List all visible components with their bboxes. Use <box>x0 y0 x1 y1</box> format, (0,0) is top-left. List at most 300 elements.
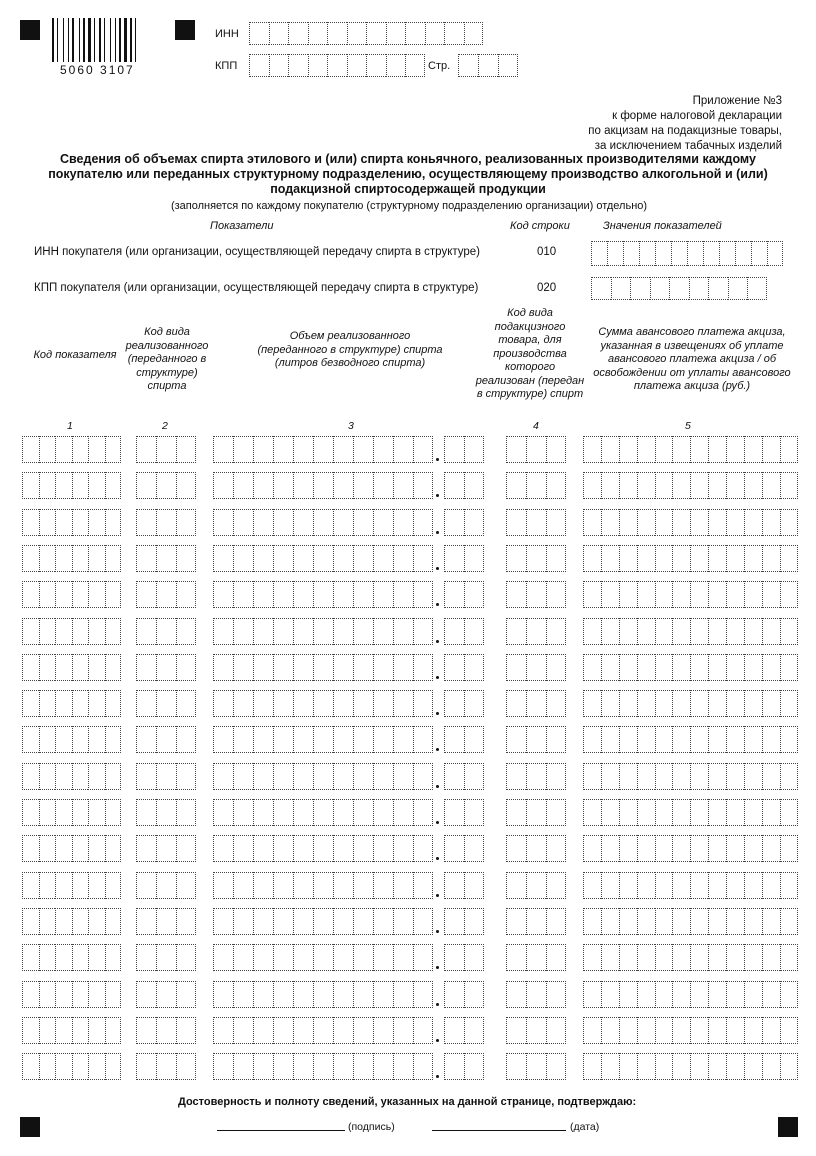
goods-type-code-cell[interactable] <box>546 763 566 790</box>
spirit-type-code-cell[interactable] <box>176 618 196 645</box>
volume-integer-cell[interactable] <box>273 618 293 645</box>
goods-type-code-cell[interactable] <box>506 545 526 572</box>
goods-type-code-cell[interactable] <box>526 799 546 826</box>
goods-type-code-cell[interactable] <box>546 944 566 971</box>
indicator-code-field[interactable] <box>22 872 121 899</box>
advance-payment-cell[interactable] <box>672 618 690 645</box>
advance-payment-cell[interactable] <box>690 944 708 971</box>
volume-decimal-cell[interactable] <box>464 835 484 862</box>
indicator-code-cell[interactable] <box>55 726 72 753</box>
volume-integer-cell[interactable] <box>393 944 413 971</box>
volume-integer-cell[interactable] <box>413 545 433 572</box>
volume-integer-cell[interactable] <box>393 509 413 536</box>
volume-integer-cell[interactable] <box>373 872 393 899</box>
advance-payment-cell[interactable] <box>708 908 726 935</box>
inn-cell[interactable] <box>444 22 464 45</box>
spirit-type-code-field[interactable] <box>136 509 196 536</box>
volume-decimal-cell[interactable] <box>444 726 464 753</box>
volume-decimal-field[interactable] <box>444 944 484 971</box>
goods-type-code-cell[interactable] <box>546 690 566 717</box>
volume-integer-field[interactable] <box>213 545 433 572</box>
volume-integer-cell[interactable] <box>233 509 253 536</box>
indicator-code-field[interactable] <box>22 618 121 645</box>
volume-decimal-cell[interactable] <box>464 654 484 681</box>
volume-integer-cell[interactable] <box>373 908 393 935</box>
volume-integer-cell[interactable] <box>293 944 313 971</box>
advance-payment-cell[interactable] <box>619 835 637 862</box>
advance-payment-cell[interactable] <box>601 1017 619 1044</box>
advance-payment-cell[interactable] <box>601 981 619 1008</box>
spirit-type-code-cell[interactable] <box>136 835 156 862</box>
volume-integer-field[interactable] <box>213 981 433 1008</box>
volume-integer-cell[interactable] <box>393 690 413 717</box>
spirit-type-code-cell[interactable] <box>176 908 196 935</box>
advance-payment-cell[interactable] <box>637 981 655 1008</box>
volume-integer-field[interactable] <box>213 799 433 826</box>
volume-integer-cell[interactable] <box>313 618 333 645</box>
advance-payment-cell[interactable] <box>726 581 744 608</box>
volume-integer-cell[interactable] <box>393 581 413 608</box>
advance-payment-field[interactable] <box>583 545 798 572</box>
goods-type-code-field[interactable] <box>506 799 566 826</box>
volume-integer-cell[interactable] <box>213 545 233 572</box>
indicator-code-cell[interactable] <box>72 654 89 681</box>
volume-decimal-cell[interactable] <box>464 581 484 608</box>
volume-integer-cell[interactable] <box>373 690 393 717</box>
volume-integer-cell[interactable] <box>333 799 353 826</box>
spirit-type-code-cell[interactable] <box>156 908 176 935</box>
volume-integer-cell[interactable] <box>293 872 313 899</box>
advance-payment-cell[interactable] <box>583 799 601 826</box>
advance-payment-cell[interactable] <box>637 726 655 753</box>
advance-payment-cell[interactable] <box>601 726 619 753</box>
volume-integer-cell[interactable] <box>313 654 333 681</box>
volume-decimal-cell[interactable] <box>464 545 484 572</box>
advance-payment-cell[interactable] <box>637 545 655 572</box>
volume-integer-cell[interactable] <box>253 1017 273 1044</box>
volume-integer-cell[interactable] <box>413 981 433 1008</box>
spirit-type-code-cell[interactable] <box>176 944 196 971</box>
volume-decimal-field[interactable] <box>444 835 484 862</box>
advance-payment-cell[interactable] <box>780 436 798 463</box>
advance-payment-cell[interactable] <box>583 581 601 608</box>
volume-integer-cell[interactable] <box>293 581 313 608</box>
advance-payment-field[interactable] <box>583 472 798 499</box>
indicator-code-cell[interactable] <box>88 726 105 753</box>
advance-payment-cell[interactable] <box>672 654 690 681</box>
advance-payment-cell[interactable] <box>762 835 780 862</box>
spirit-type-code-cell[interactable] <box>156 509 176 536</box>
goods-type-code-cell[interactable] <box>546 799 566 826</box>
spirit-type-code-cell[interactable] <box>156 835 176 862</box>
advance-payment-cell[interactable] <box>583 981 601 1008</box>
advance-payment-cell[interactable] <box>744 944 762 971</box>
indicator-code-field[interactable] <box>22 1053 121 1080</box>
spirit-type-code-field[interactable] <box>136 835 196 862</box>
indicator-code-cell[interactable] <box>39 944 56 971</box>
volume-integer-cell[interactable] <box>353 436 373 463</box>
advance-payment-cell[interactable] <box>762 545 780 572</box>
volume-integer-cell[interactable] <box>233 726 253 753</box>
volume-decimal-cell[interactable] <box>444 944 464 971</box>
volume-integer-cell[interactable] <box>213 835 233 862</box>
buyer-kpp-cell[interactable] <box>689 277 709 300</box>
volume-integer-cell[interactable] <box>413 618 433 645</box>
advance-payment-field[interactable] <box>583 799 798 826</box>
indicator-code-cell[interactable] <box>39 618 56 645</box>
indicator-code-cell[interactable] <box>22 1017 39 1044</box>
advance-payment-cell[interactable] <box>726 944 744 971</box>
indicator-code-cell[interactable] <box>88 981 105 1008</box>
advance-payment-cell[interactable] <box>619 944 637 971</box>
spirit-type-code-field[interactable] <box>136 981 196 1008</box>
indicator-code-cell[interactable] <box>22 872 39 899</box>
volume-integer-cell[interactable] <box>293 835 313 862</box>
indicator-code-cell[interactable] <box>105 944 122 971</box>
advance-payment-cell[interactable] <box>601 944 619 971</box>
volume-integer-cell[interactable] <box>213 799 233 826</box>
volume-integer-cell[interactable] <box>393 726 413 753</box>
goods-type-code-field[interactable] <box>506 545 566 572</box>
volume-decimal-cell[interactable] <box>444 654 464 681</box>
advance-payment-cell[interactable] <box>708 944 726 971</box>
advance-payment-cell[interactable] <box>601 872 619 899</box>
volume-integer-cell[interactable] <box>233 472 253 499</box>
spirit-type-code-cell[interactable] <box>156 472 176 499</box>
advance-payment-cell[interactable] <box>655 981 673 1008</box>
volume-integer-field[interactable] <box>213 1053 433 1080</box>
advance-payment-cell[interactable] <box>690 799 708 826</box>
goods-type-code-cell[interactable] <box>526 835 546 862</box>
goods-type-code-field[interactable] <box>506 835 566 862</box>
volume-integer-cell[interactable] <box>313 981 333 1008</box>
advance-payment-cell[interactable] <box>601 472 619 499</box>
volume-integer-cell[interactable] <box>393 763 413 790</box>
volume-integer-cell[interactable] <box>293 763 313 790</box>
volume-integer-field[interactable] <box>213 472 433 499</box>
goods-type-code-cell[interactable] <box>506 726 526 753</box>
indicator-code-cell[interactable] <box>72 509 89 536</box>
volume-integer-cell[interactable] <box>233 872 253 899</box>
volume-integer-cell[interactable] <box>393 1017 413 1044</box>
indicator-code-cell[interactable] <box>22 763 39 790</box>
volume-integer-cell[interactable] <box>373 509 393 536</box>
indicator-code-cell[interactable] <box>22 1053 39 1080</box>
advance-payment-field[interactable] <box>583 618 798 645</box>
indicator-code-cell[interactable] <box>55 472 72 499</box>
buyer-kpp-cell[interactable] <box>630 277 650 300</box>
indicator-code-cell[interactable] <box>55 944 72 971</box>
volume-integer-cell[interactable] <box>253 1053 273 1080</box>
indicator-code-cell[interactable] <box>55 581 72 608</box>
advance-payment-cell[interactable] <box>583 726 601 753</box>
advance-payment-cell[interactable] <box>583 509 601 536</box>
volume-integer-cell[interactable] <box>253 835 273 862</box>
indicator-code-cell[interactable] <box>39 835 56 862</box>
buyer-kpp-field[interactable] <box>591 277 767 300</box>
advance-payment-cell[interactable] <box>690 835 708 862</box>
indicator-code-cell[interactable] <box>72 545 89 572</box>
advance-payment-cell[interactable] <box>690 690 708 717</box>
volume-integer-cell[interactable] <box>333 872 353 899</box>
advance-payment-cell[interactable] <box>637 799 655 826</box>
advance-payment-cell[interactable] <box>655 509 673 536</box>
goods-type-code-cell[interactable] <box>506 763 526 790</box>
volume-integer-cell[interactable] <box>413 872 433 899</box>
indicator-code-cell[interactable] <box>72 581 89 608</box>
advance-payment-field[interactable] <box>583 436 798 463</box>
goods-type-code-field[interactable] <box>506 690 566 717</box>
spirit-type-code-cell[interactable] <box>156 981 176 1008</box>
volume-integer-cell[interactable] <box>353 726 373 753</box>
indicator-code-cell[interactable] <box>72 908 89 935</box>
volume-integer-cell[interactable] <box>333 908 353 935</box>
goods-type-code-field[interactable] <box>506 872 566 899</box>
advance-payment-cell[interactable] <box>637 690 655 717</box>
volume-integer-cell[interactable] <box>353 690 373 717</box>
advance-payment-cell[interactable] <box>601 799 619 826</box>
spirit-type-code-cell[interactable] <box>136 690 156 717</box>
indicator-code-cell[interactable] <box>72 618 89 645</box>
advance-payment-cell[interactable] <box>744 472 762 499</box>
volume-integer-cell[interactable] <box>293 654 313 681</box>
volume-integer-cell[interactable] <box>413 726 433 753</box>
volume-decimal-cell[interactable] <box>444 581 464 608</box>
volume-integer-cell[interactable] <box>233 436 253 463</box>
advance-payment-cell[interactable] <box>726 654 744 681</box>
volume-integer-cell[interactable] <box>273 1053 293 1080</box>
goods-type-code-cell[interactable] <box>526 654 546 681</box>
goods-type-code-field[interactable] <box>506 581 566 608</box>
volume-integer-field[interactable] <box>213 726 433 753</box>
volume-integer-cell[interactable] <box>293 690 313 717</box>
spirit-type-code-field[interactable] <box>136 763 196 790</box>
spirit-type-code-cell[interactable] <box>176 436 196 463</box>
volume-integer-cell[interactable] <box>313 436 333 463</box>
goods-type-code-cell[interactable] <box>526 908 546 935</box>
advance-payment-field[interactable] <box>583 654 798 681</box>
goods-type-code-cell[interactable] <box>546 436 566 463</box>
advance-payment-field[interactable] <box>583 835 798 862</box>
volume-integer-cell[interactable] <box>373 1053 393 1080</box>
volume-integer-cell[interactable] <box>213 1053 233 1080</box>
advance-payment-cell[interactable] <box>672 799 690 826</box>
advance-payment-cell[interactable] <box>690 908 708 935</box>
volume-integer-cell[interactable] <box>253 872 273 899</box>
volume-integer-cell[interactable] <box>373 981 393 1008</box>
volume-decimal-field[interactable] <box>444 872 484 899</box>
indicator-code-cell[interactable] <box>105 981 122 1008</box>
volume-integer-cell[interactable] <box>273 763 293 790</box>
volume-integer-cell[interactable] <box>273 1017 293 1044</box>
advance-payment-cell[interactable] <box>672 763 690 790</box>
advance-payment-cell[interactable] <box>672 944 690 971</box>
goods-type-code-cell[interactable] <box>526 1053 546 1080</box>
indicator-code-cell[interactable] <box>105 835 122 862</box>
volume-integer-cell[interactable] <box>233 690 253 717</box>
advance-payment-cell[interactable] <box>762 690 780 717</box>
advance-payment-cell[interactable] <box>780 654 798 681</box>
indicator-code-cell[interactable] <box>105 618 122 645</box>
kpp-cell[interactable] <box>405 54 425 77</box>
goods-type-code-cell[interactable] <box>546 581 566 608</box>
indicator-code-cell[interactable] <box>22 436 39 463</box>
advance-payment-cell[interactable] <box>726 618 744 645</box>
advance-payment-cell[interactable] <box>744 1053 762 1080</box>
spirit-type-code-cell[interactable] <box>156 654 176 681</box>
volume-integer-cell[interactable] <box>393 872 413 899</box>
goods-type-code-cell[interactable] <box>546 981 566 1008</box>
advance-payment-cell[interactable] <box>690 472 708 499</box>
volume-integer-cell[interactable] <box>213 1017 233 1044</box>
volume-decimal-cell[interactable] <box>464 908 484 935</box>
goods-type-code-cell[interactable] <box>506 872 526 899</box>
volume-integer-cell[interactable] <box>373 581 393 608</box>
advance-payment-cell[interactable] <box>690 872 708 899</box>
advance-payment-cell[interactable] <box>672 581 690 608</box>
kpp-cell[interactable] <box>327 54 347 77</box>
advance-payment-cell[interactable] <box>601 654 619 681</box>
volume-decimal-field[interactable] <box>444 799 484 826</box>
goods-type-code-cell[interactable] <box>506 1053 526 1080</box>
spirit-type-code-field[interactable] <box>136 944 196 971</box>
indicator-code-cell[interactable] <box>22 581 39 608</box>
spirit-type-code-cell[interactable] <box>156 545 176 572</box>
volume-decimal-field[interactable] <box>444 981 484 1008</box>
advance-payment-cell[interactable] <box>637 472 655 499</box>
volume-integer-cell[interactable] <box>233 799 253 826</box>
volume-decimal-cell[interactable] <box>444 618 464 645</box>
buyer-inn-cell[interactable] <box>719 241 735 266</box>
indicator-code-cell[interactable] <box>72 872 89 899</box>
kpp-cell[interactable] <box>269 54 289 77</box>
page-number-field[interactable] <box>458 54 518 77</box>
goods-type-code-cell[interactable] <box>526 618 546 645</box>
volume-integer-cell[interactable] <box>273 872 293 899</box>
advance-payment-cell[interactable] <box>672 545 690 572</box>
indicator-code-cell[interactable] <box>55 763 72 790</box>
volume-integer-cell[interactable] <box>393 545 413 572</box>
volume-integer-cell[interactable] <box>213 618 233 645</box>
volume-decimal-cell[interactable] <box>444 799 464 826</box>
advance-payment-cell[interactable] <box>726 1053 744 1080</box>
goods-type-code-cell[interactable] <box>526 944 546 971</box>
signature-line[interactable] <box>217 1129 345 1131</box>
advance-payment-field[interactable] <box>583 981 798 1008</box>
indicator-code-cell[interactable] <box>55 509 72 536</box>
advance-payment-cell[interactable] <box>619 581 637 608</box>
goods-type-code-cell[interactable] <box>526 1017 546 1044</box>
indicator-code-cell[interactable] <box>22 944 39 971</box>
volume-integer-cell[interactable] <box>413 654 433 681</box>
volume-integer-cell[interactable] <box>333 763 353 790</box>
volume-integer-cell[interactable] <box>333 581 353 608</box>
indicator-code-cell[interactable] <box>105 1017 122 1044</box>
advance-payment-cell[interactable] <box>637 581 655 608</box>
volume-integer-cell[interactable] <box>213 908 233 935</box>
spirit-type-code-cell[interactable] <box>176 763 196 790</box>
goods-type-code-cell[interactable] <box>506 690 526 717</box>
advance-payment-cell[interactable] <box>601 908 619 935</box>
volume-integer-cell[interactable] <box>413 1017 433 1044</box>
volume-integer-cell[interactable] <box>373 944 393 971</box>
volume-integer-cell[interactable] <box>273 726 293 753</box>
volume-decimal-field[interactable] <box>444 726 484 753</box>
advance-payment-cell[interactable] <box>780 690 798 717</box>
volume-integer-cell[interactable] <box>393 799 413 826</box>
volume-integer-cell[interactable] <box>413 1053 433 1080</box>
advance-payment-field[interactable] <box>583 581 798 608</box>
volume-decimal-field[interactable] <box>444 581 484 608</box>
volume-integer-cell[interactable] <box>293 981 313 1008</box>
volume-integer-cell[interactable] <box>253 799 273 826</box>
volume-integer-cell[interactable] <box>333 690 353 717</box>
advance-payment-cell[interactable] <box>583 872 601 899</box>
volume-decimal-cell[interactable] <box>444 872 464 899</box>
spirit-type-code-cell[interactable] <box>176 1017 196 1044</box>
advance-payment-cell[interactable] <box>708 981 726 1008</box>
advance-payment-field[interactable] <box>583 908 798 935</box>
advance-payment-cell[interactable] <box>601 763 619 790</box>
volume-integer-cell[interactable] <box>213 944 233 971</box>
advance-payment-cell[interactable] <box>672 1017 690 1044</box>
advance-payment-cell[interactable] <box>655 1053 673 1080</box>
goods-type-code-field[interactable] <box>506 654 566 681</box>
indicator-code-cell[interactable] <box>88 581 105 608</box>
indicator-code-cell[interactable] <box>88 944 105 971</box>
volume-integer-cell[interactable] <box>253 509 273 536</box>
volume-integer-cell[interactable] <box>353 581 373 608</box>
indicator-code-cell[interactable] <box>72 799 89 826</box>
volume-integer-cell[interactable] <box>293 618 313 645</box>
advance-payment-cell[interactable] <box>601 690 619 717</box>
volume-integer-field[interactable] <box>213 944 433 971</box>
indicator-code-cell[interactable] <box>88 509 105 536</box>
volume-integer-cell[interactable] <box>313 509 333 536</box>
advance-payment-cell[interactable] <box>637 654 655 681</box>
page-cell[interactable] <box>458 54 478 77</box>
advance-payment-cell[interactable] <box>637 944 655 971</box>
volume-integer-cell[interactable] <box>333 618 353 645</box>
indicator-code-field[interactable] <box>22 472 121 499</box>
advance-payment-cell[interactable] <box>583 472 601 499</box>
advance-payment-cell[interactable] <box>762 981 780 1008</box>
volume-decimal-field[interactable] <box>444 545 484 572</box>
goods-type-code-cell[interactable] <box>526 872 546 899</box>
inn-cell[interactable] <box>347 22 367 45</box>
advance-payment-cell[interactable] <box>637 436 655 463</box>
buyer-inn-cell[interactable] <box>751 241 767 266</box>
volume-integer-cell[interactable] <box>253 436 273 463</box>
advance-payment-cell[interactable] <box>726 981 744 1008</box>
volume-integer-field[interactable] <box>213 835 433 862</box>
volume-integer-field[interactable] <box>213 581 433 608</box>
volume-integer-cell[interactable] <box>273 835 293 862</box>
goods-type-code-cell[interactable] <box>506 1017 526 1044</box>
buyer-kpp-cell[interactable] <box>728 277 748 300</box>
buyer-kpp-cell[interactable] <box>650 277 670 300</box>
advance-payment-cell[interactable] <box>708 726 726 753</box>
spirit-type-code-cell[interactable] <box>136 872 156 899</box>
goods-type-code-field[interactable] <box>506 763 566 790</box>
inn-cell[interactable] <box>425 22 445 45</box>
advance-payment-cell[interactable] <box>708 545 726 572</box>
goods-type-code-cell[interactable] <box>506 944 526 971</box>
advance-payment-cell[interactable] <box>708 690 726 717</box>
indicator-code-cell[interactable] <box>39 509 56 536</box>
advance-payment-cell[interactable] <box>780 944 798 971</box>
volume-integer-cell[interactable] <box>413 581 433 608</box>
